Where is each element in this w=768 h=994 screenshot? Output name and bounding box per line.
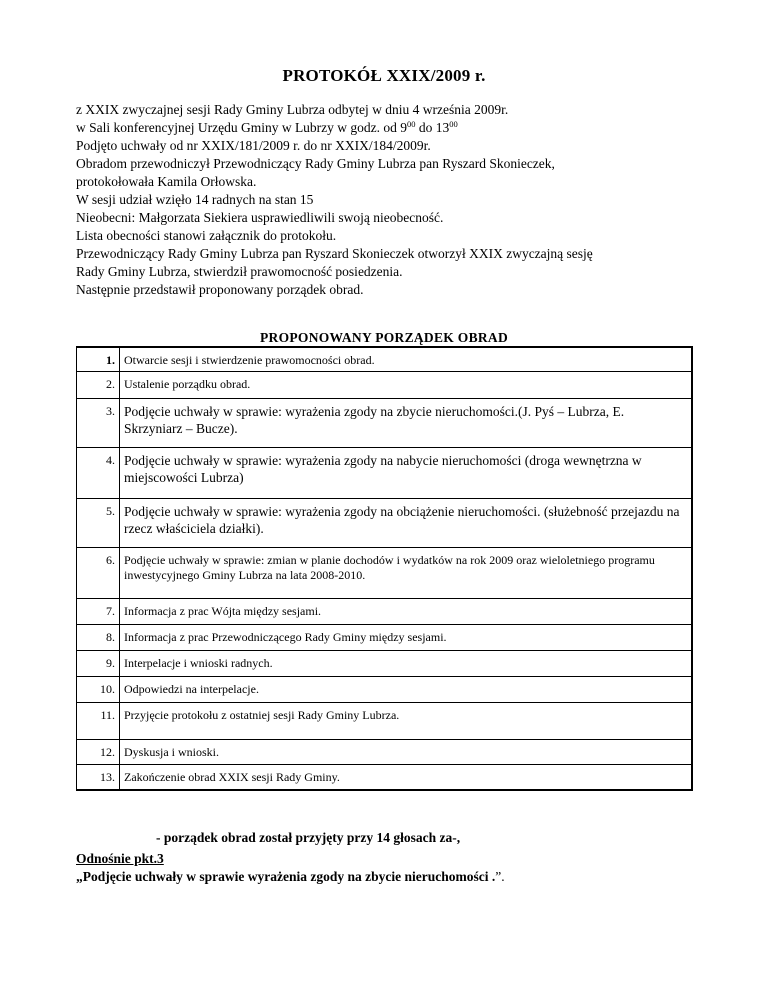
intro-text: w Sali konferencyjnej Urzędu Gminy w Lubrzy w godz. od 9 xyxy=(76,120,408,135)
agenda-text: Odpowiedzi na interpelacje. xyxy=(119,677,691,702)
agenda-table xyxy=(76,346,693,791)
agenda-number: 11. xyxy=(100,708,115,722)
agenda-number: 9. xyxy=(106,656,115,670)
agenda-row xyxy=(77,547,691,598)
agenda-number: 1. xyxy=(106,353,115,367)
agenda-row xyxy=(77,447,691,498)
agenda-row xyxy=(77,498,691,547)
agenda-row xyxy=(77,739,691,764)
agenda-text: Podjęcie uchwały w sprawie: wyrażenia zgody na zbycie nieruchomości.(J. Pyś – Lubrza, E. Skrzyniarz – Bucze). xyxy=(119,399,691,447)
agenda-row xyxy=(77,702,691,739)
agenda-number: 8. xyxy=(106,630,115,644)
agenda-row xyxy=(77,598,691,624)
agenda-text: Otwarcie sesji i stwierdzenie prawomocności obrad. xyxy=(119,348,691,371)
vote-result: - porządek obrad został przyjęty przy 14 głosach za-, xyxy=(156,830,461,845)
intro-line: Lista obecności stanowi załącznik do protokołu. xyxy=(76,228,337,243)
agenda-text: Informacja z prac Przewodniczącego Rady Gminy między sesjami. xyxy=(119,625,691,650)
page-title: PROTOKÓŁ XXIX/2009 r. xyxy=(282,66,486,85)
agenda-row xyxy=(77,650,691,676)
agenda-row xyxy=(77,624,691,650)
intro-line: Nieobecni: Małgorzata Siekiera usprawiedliwili swoją nieobecność. xyxy=(76,210,444,225)
agenda-text: Podjęcie uchwały w sprawie: wyrażenia zgody na obciążenie nieruchomości. (służebność przejazdu na rzecz właściciela działki). xyxy=(119,499,691,547)
intro-text: do 13 xyxy=(415,120,450,135)
agenda-row xyxy=(77,348,691,371)
agenda-text: Podjęcie uchwały w sprawie: wyrażenia zgody na nabycie nieruchomości (droga wewnętrzna w miejscowości Lubrza) xyxy=(119,448,691,498)
agenda-number: 12. xyxy=(100,745,115,759)
agenda-row xyxy=(77,676,691,702)
agenda-text: Informacja z prac Wójta między sesjami. xyxy=(119,599,691,624)
agenda-number: 4. xyxy=(106,453,115,467)
agenda-text: Ustalenie porządku obrad. xyxy=(119,372,691,398)
intro-line: protokołowała Kamila Orłowska. xyxy=(76,174,257,189)
intro-paragraph xyxy=(76,101,716,299)
intro-line: Następnie przedstawił proponowany porządek obrad. xyxy=(76,282,364,297)
agenda-text: Zakończenie obrad XXIX sesji Rady Gminy. xyxy=(119,765,691,789)
reference-quote-end: ”. xyxy=(495,869,505,884)
agenda-number: 10. xyxy=(100,682,115,696)
reference-section xyxy=(76,850,505,886)
agenda-title: PROPONOWANY PORZĄDEK OBRAD xyxy=(259,330,509,345)
agenda-number: 7. xyxy=(106,604,115,618)
intro-line: W sesji udział wzięło 14 radnych na stan 15 xyxy=(76,192,314,207)
agenda-number: 6. xyxy=(106,553,115,567)
intro-line: Przewodniczący Rady Gminy Lubrza pan Ryszard Skonieczek otworzył XXIX zwyczajną sesję xyxy=(76,246,593,261)
agenda-row xyxy=(77,371,691,398)
agenda-text: Interpelacje i wnioski radnych. xyxy=(119,651,691,676)
agenda-number: 2. xyxy=(106,377,115,391)
intro-line: Podjęto uchwały od nr XXIX/181/2009 r. do nr XXIX/184/2009r. xyxy=(76,138,431,153)
time-superscript: 00 xyxy=(407,119,416,129)
intro-line: Rady Gminy Lubrza, stwierdził prawomocność posiedzenia. xyxy=(76,264,403,279)
reference-quote-line xyxy=(76,868,505,886)
agenda-text: Przyjęcie protokołu z ostatniej sesji Rady Gminy Lubrza. xyxy=(119,703,691,739)
time-superscript: 00 xyxy=(449,119,458,129)
intro-line: z XXIX zwyczajnej sesji Rady Gminy Lubrza odbytej w dniu 4 września 2009r. xyxy=(76,102,509,117)
agenda-row xyxy=(77,764,691,789)
agenda-text: Podjęcie uchwały w sprawie: zmian w planie dochodów i wydatków na rok 2009 oraz wieloletniego programu inwestycyjnego Gminy Lubrza na lata 2008-2010. xyxy=(119,548,691,598)
reference-heading: Odnośnie pkt.3 xyxy=(76,851,164,866)
agenda-number: 13. xyxy=(100,770,115,784)
agenda-number: 3. xyxy=(106,404,115,418)
agenda-number: 5. xyxy=(106,504,115,518)
agenda-text: Dyskusja i wnioski. xyxy=(119,740,691,764)
reference-quote: „Podjęcie uchwały w sprawie wyrażenia zgody na zbycie nieruchomości . xyxy=(76,869,496,884)
intro-line: Obradom przewodniczył Przewodniczący Rady Gminy Lubrza pan Ryszard Skonieczek, xyxy=(76,156,555,171)
intro-line xyxy=(76,119,716,137)
agenda-row xyxy=(77,398,691,447)
